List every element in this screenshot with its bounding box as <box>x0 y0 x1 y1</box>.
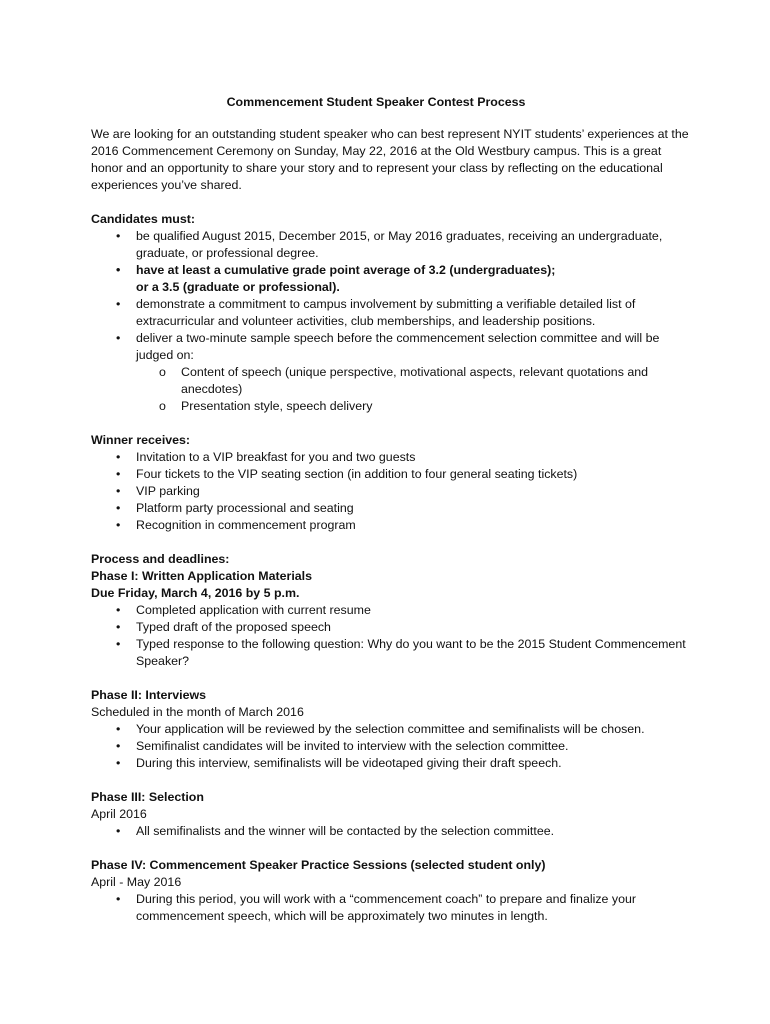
phase1-heading: Phase I: Written Application Materials <box>91 569 313 583</box>
phase3-list <box>91 823 691 840</box>
gpa-requirement-line2: or a 3.5 (graduate or professional). <box>136 280 340 294</box>
phase2-schedule: Scheduled in the month of March 2016 <box>91 705 304 719</box>
list-item <box>91 262 691 296</box>
phase3-schedule: April 2016 <box>91 807 147 821</box>
candidates-section <box>91 211 691 415</box>
list-item: • Platform party processional and seating <box>91 500 691 517</box>
phase1-list <box>91 602 691 670</box>
list-item: • demonstrate a commitment to campus involvement by submitting a verifiable detailed list of extracurricular and volunteer activities, club memberships, and leadership positions. <box>91 296 691 330</box>
list-item: • Invitation to a VIP breakfast for you and two guests <box>91 449 691 466</box>
phase2-section <box>91 687 691 772</box>
winner-heading: Winner receives: <box>91 433 191 447</box>
list-item: • During this interview, semifinalists will be videotaped giving their draft speech. <box>91 755 691 772</box>
list-item: • VIP parking <box>91 483 691 500</box>
list-item: • Typed response to the following question: Why do you want to be the 2015 Student Commencement Speaker? <box>91 636 691 670</box>
phase3-heading: Phase III: Selection <box>91 790 204 804</box>
list-item: • Completed application with current resume <box>91 602 691 619</box>
candidates-list <box>91 228 691 415</box>
phase4-heading: Phase IV: Commencement Speaker Practice Sessions (selected student only) <box>91 858 546 872</box>
judging-criteria-list <box>136 364 691 415</box>
sub-list-item: o Presentation style, speech delivery <box>136 398 691 415</box>
winner-list <box>91 449 691 534</box>
list-item: • During this period, you will work with a “commencement coach” to prepare and finalize your commencement speech, which will be approximately two minutes in length. <box>91 891 691 925</box>
list-item: • All semifinalists and the winner will be contacted by the selection committee. <box>91 823 691 840</box>
phase4-section <box>91 857 691 925</box>
list-item: • Typed draft of the proposed speech <box>91 619 691 636</box>
phase3-section <box>91 789 691 840</box>
list-item: • Your application will be reviewed by the selection committee and semifinalists will be chosen. <box>91 721 691 738</box>
phase4-list <box>91 891 691 925</box>
speech-requirement: deliver a two-minute sample speech before the commencement selection committee and will be judged on: <box>136 331 660 362</box>
phase1-section <box>91 551 691 670</box>
list-item: • be qualified August 2015, December 2015, or May 2016 graduates, receiving an undergraduate, graduate, or professional degree. <box>91 228 691 262</box>
phase1-due-date: Due Friday, March 4, 2016 by 5 p.m. <box>91 586 300 600</box>
winner-section <box>91 432 691 534</box>
document-title: Commencement Student Speaker Contest Process <box>226 95 526 109</box>
sub-list-item: o Content of speech (unique perspective, motivational aspects, relevant quotations and anecdotes) <box>136 364 691 398</box>
phase4-schedule: April - May 2016 <box>91 875 182 889</box>
intro-paragraph: We are looking for an outstanding student speaker who can best represent NYIT students’ experiences at the 2016 Commencement Ceremony on Sunday, May 22, 2016 at the Old Westbury campus. This is a great honor and an opportunity to share your story and to represent your class by reflecting on the educational experiences you’ve shared. <box>91 127 689 192</box>
phase2-heading: Phase II: Interviews <box>91 688 207 702</box>
list-item: • Semifinalist candidates will be invited to interview with the selection committee. <box>91 738 691 755</box>
list-item: • Recognition in commencement program <box>91 517 691 534</box>
list-item <box>91 330 691 415</box>
candidates-heading: Candidates must: <box>91 212 195 226</box>
process-heading: Process and deadlines: <box>91 552 230 566</box>
phase2-list <box>91 721 691 772</box>
list-item: • Four tickets to the VIP seating section (in addition to four general seating tickets) <box>91 466 691 483</box>
gpa-requirement-line1: have at least a cumulative grade point average of 3.2 (undergraduates); <box>136 263 556 277</box>
document-page <box>91 94 691 942</box>
